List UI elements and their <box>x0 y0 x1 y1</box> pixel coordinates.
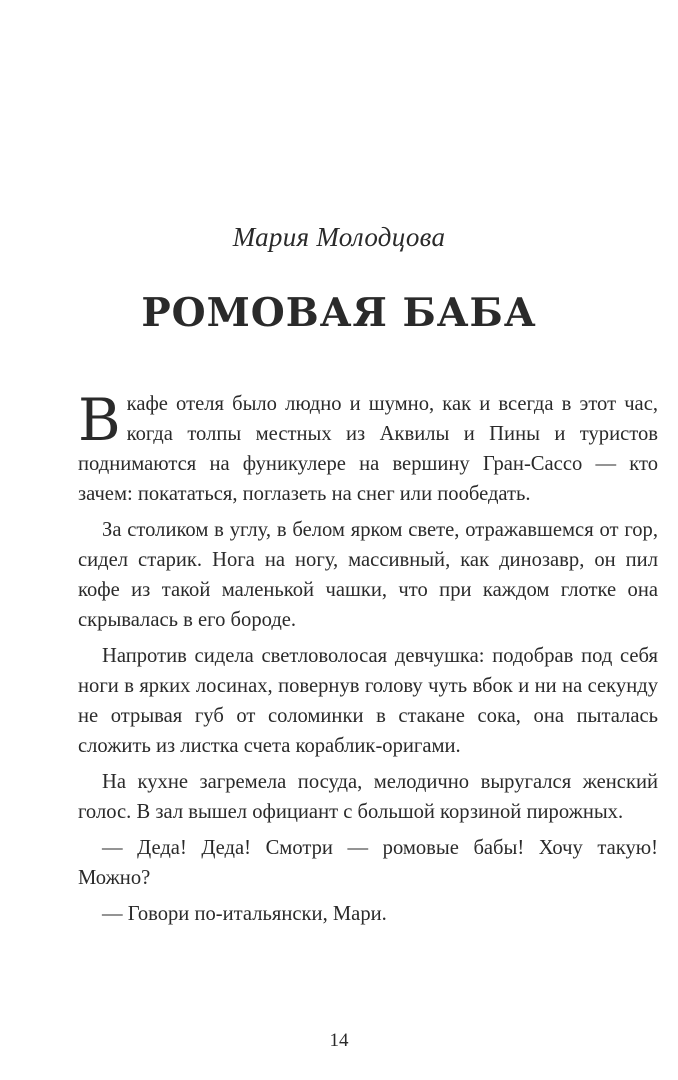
author-name: Мария Молодцова <box>232 222 446 252</box>
paragraph-6: — Говори по-итальянски, Мари. <box>102 903 387 925</box>
paragraph-3: Напротив сидела светловолосая девчушка: подобрав под себя ноги в ярких лосинах, повернув голову чуть вбок и ни на секунду не отрывая губ от соломинки в стакане сока, она пыталась сложить из листка счета кораблик-оригами. <box>78 645 658 757</box>
page-number: 14 <box>329 1030 349 1051</box>
drop-cap-letter: В <box>78 386 121 454</box>
paragraph-1-text: кафе отеля было людно и шумно, как и всегда в этот час, когда толпы местных из Аквилы и Пины и туристов поднимаются на фуникулере на вершину Гран-Сассо — кто зачем: покататься, поглазеть на снег или пообедать. <box>78 393 658 505</box>
paragraph-4: На кухне загремела посуда, мелодично выругался женский голос. В зал вышел официант с большой корзиной пирожных. <box>78 771 658 823</box>
story-title: РОМОВАЯ БАБА <box>141 290 537 336</box>
paragraph-5: — Деда! Деда! Смотри — ромовые бабы! Хочу такую! Можно? <box>78 837 658 889</box>
story-body <box>78 386 658 929</box>
paragraph-1 <box>78 386 658 509</box>
paragraph-2: За столиком в углу, в белом ярком свете, отражавшемся от гор, сидел старик. Нога на ногу, массивный, как динозавр, он пил кофе из такой маленькой чашки, что при каждом глотке она скрывалась в его бороде. <box>78 519 658 631</box>
